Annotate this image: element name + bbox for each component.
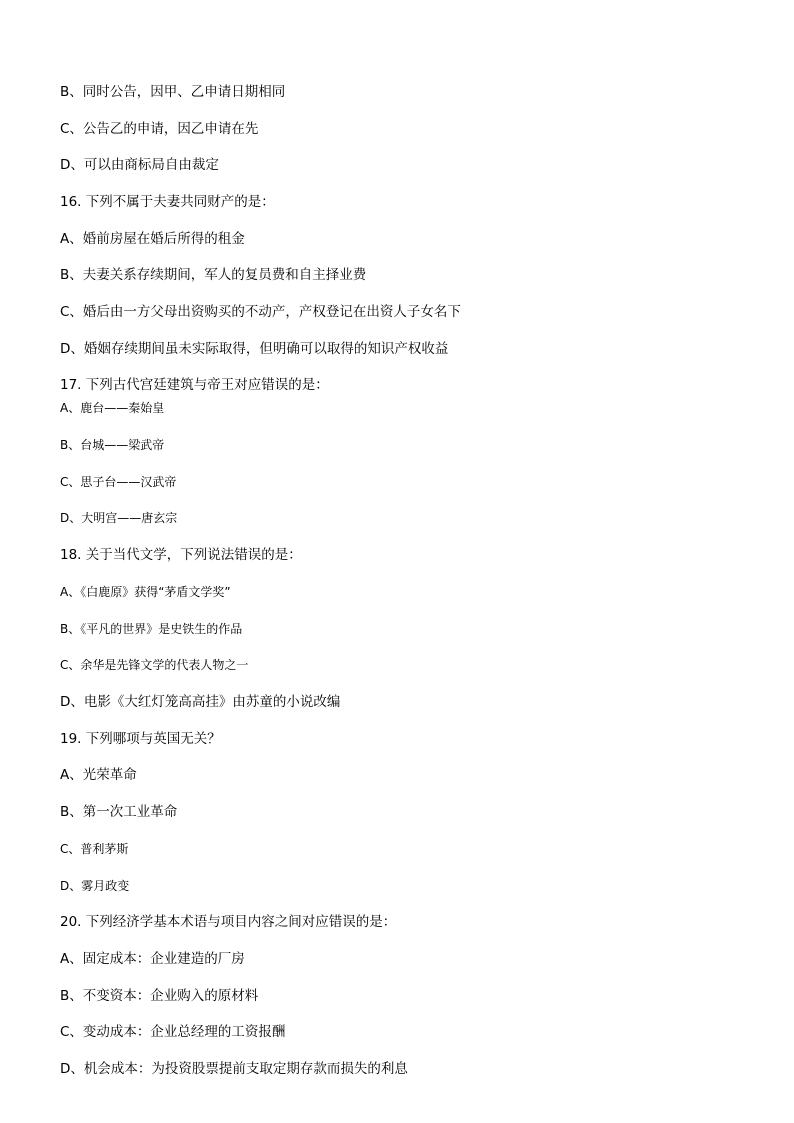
q17-option-c: C、思子台——汉武帝 [60, 475, 177, 489]
q20-option-d: D、机会成本：为投资股票提前支取定期存款而损失的利息 [60, 1061, 408, 1077]
question-18: 18. 关于当代文学，下列说法错误的是： [60, 547, 302, 563]
question-16: 16. 下列不属于夫妻共同财产的是： [60, 194, 275, 210]
q18-option-d: D、电影《大红灯笼高高挂》由苏童的小说改编 [60, 694, 341, 710]
q19-option-a: A、光荣革命 [60, 767, 137, 783]
question-19: 19. 下列哪项与英国无关？ [60, 731, 221, 747]
q20-option-b: B、不变资本：企业购入的原材料 [60, 988, 259, 1004]
q18-option-a: A、《白鹿原》获得“茅盾文学奖” [60, 585, 231, 599]
q18-option-b: B、《平凡的世界》是史铁生的作品 [60, 622, 243, 636]
q20-option-a: A、固定成本：企业建造的厂房 [60, 951, 245, 967]
q19-option-b: B、第一次工业革命 [60, 804, 178, 820]
q17-option-a: A、鹿台——秦始皇 [60, 401, 165, 415]
q20-option-c: C、变动成本：企业总经理的工资报酬 [60, 1024, 286, 1040]
q15-option-d: D、可以由商标局自由裁定 [60, 157, 219, 173]
question-20: 20. 下列经济学基本术语与项目内容之间对应错误的是： [60, 914, 397, 930]
q15-option-b: B、同时公告，因甲、乙申请日期相同 [60, 84, 286, 100]
q15-option-c: C、公告乙的申请，因乙申请在先 [60, 121, 259, 137]
q18-option-c: C、余华是先锋文学的代表人物之一 [60, 658, 249, 672]
q16-option-c: C、婚后由一方父母出资购买的不动产，产权登记在出资人子女名下 [60, 304, 461, 320]
q17-option-d: D、大明宫——唐玄宗 [60, 511, 178, 525]
q16-option-a: A、婚前房屋在婚后所得的租金 [60, 231, 245, 247]
q19-option-c: C、普利茅斯 [60, 842, 129, 856]
question-17: 17. 下列古代宫廷建筑与帝王对应错误的是： [60, 377, 329, 393]
q19-option-d: D、雾月政变 [60, 879, 130, 893]
q16-option-b: B、夫妻关系存续期间，军人的复员费和自主择业费 [60, 267, 367, 283]
q16-option-d: D、婚姻存续期间虽未实际取得，但明确可以取得的知识产权收益 [60, 341, 449, 357]
q17-option-b: B、台城——梁武帝 [60, 438, 165, 452]
